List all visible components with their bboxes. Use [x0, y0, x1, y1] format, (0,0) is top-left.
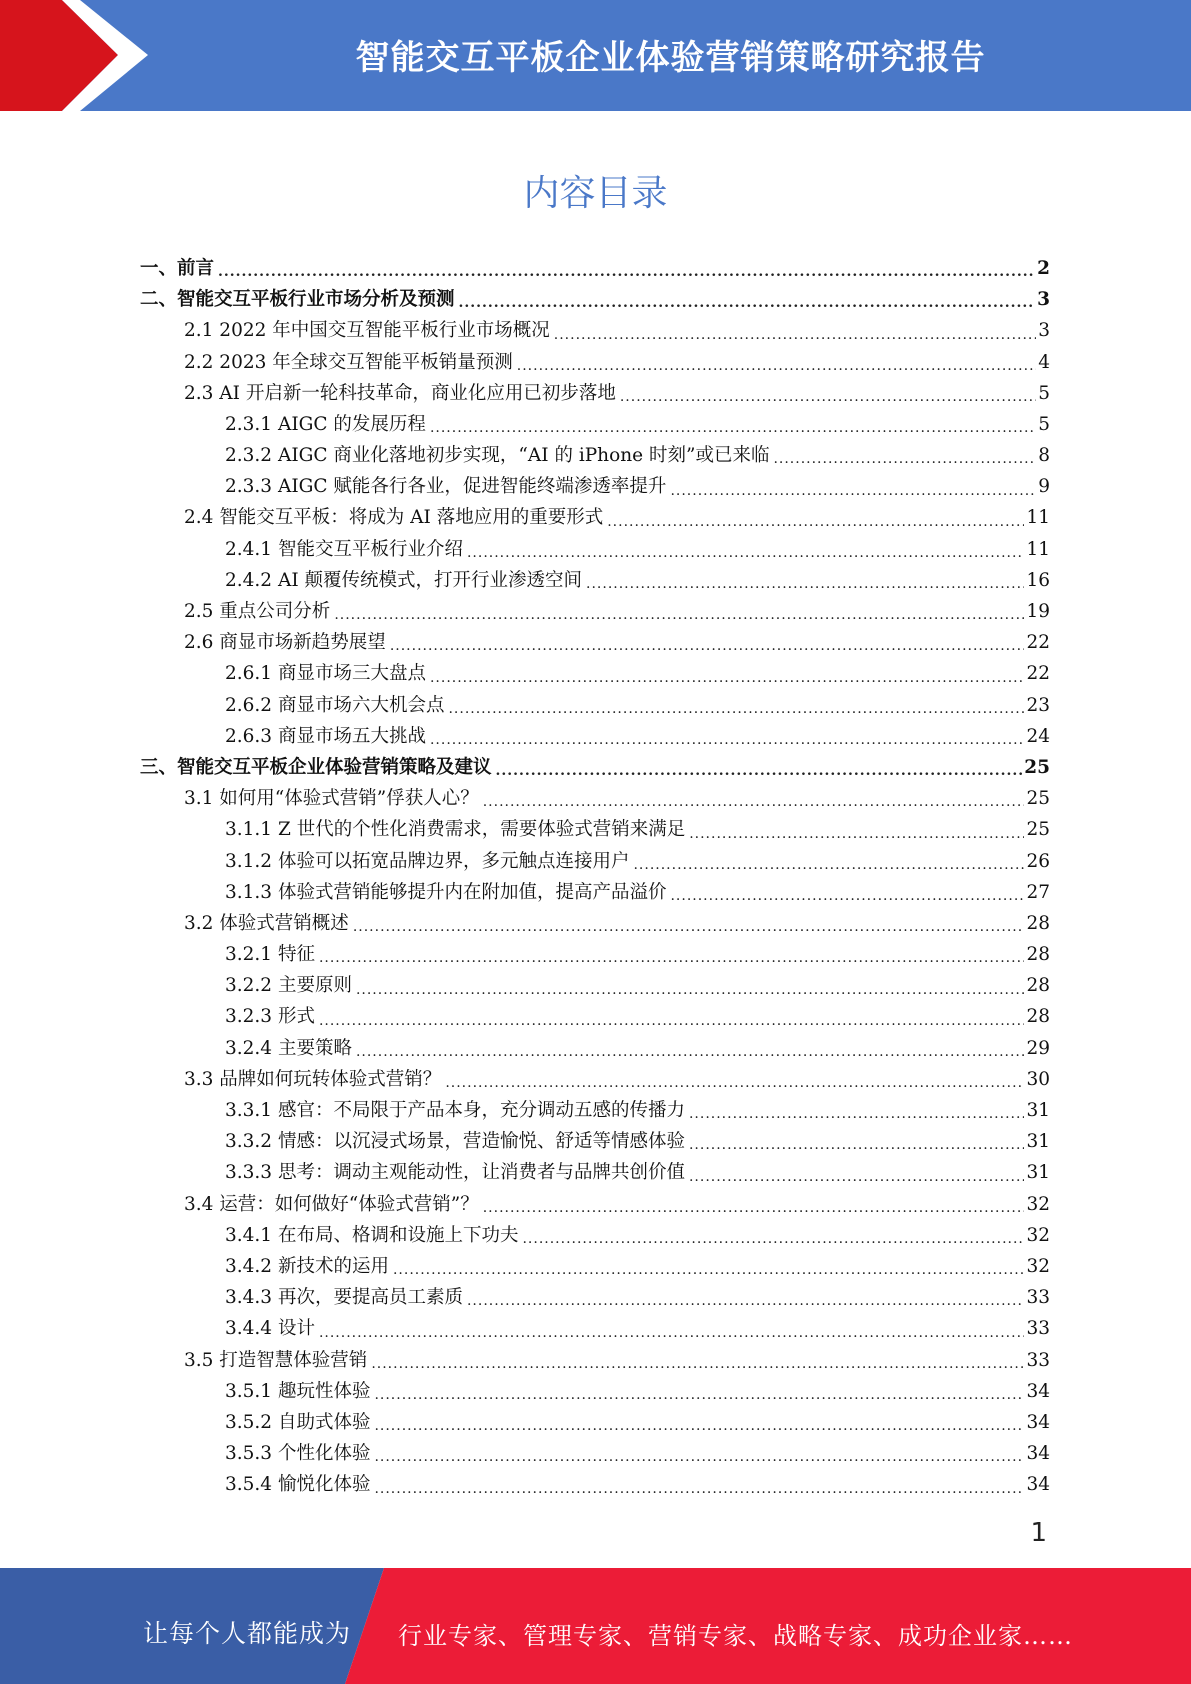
toc-dot-leader [554, 323, 1036, 347]
toc-entry-page: 28 [1026, 944, 1050, 966]
toc-dot-leader [374, 1445, 1024, 1469]
toc-entry-page: 11 [1026, 538, 1050, 560]
toc-dot-leader [496, 759, 1023, 783]
toc-entry[interactable] [140, 1251, 1050, 1282]
toc-entry-label: 3.1.3 体验式营销能够提升内在附加值，提高产品溢价 [225, 881, 667, 903]
toc-entry-page: 27 [1026, 881, 1050, 903]
toc-dot-leader [467, 541, 1024, 565]
toc-dot-leader [430, 416, 1036, 440]
toc-entry-page: 22 [1026, 632, 1050, 654]
toc-entry-page: 11 [1026, 507, 1050, 529]
toc-entry[interactable] [140, 721, 1050, 752]
toc-dot-leader [353, 915, 1025, 939]
toc-entry-page: 33 [1026, 1318, 1050, 1340]
toc-entry[interactable] [140, 1157, 1050, 1188]
toc-dot-leader [430, 666, 1024, 690]
toc-dot-leader [689, 1102, 1024, 1126]
toc-dot-leader [586, 572, 1024, 596]
toc-entry-label: 3.2.3 形式 [225, 1006, 315, 1028]
toc-entry[interactable] [140, 503, 1050, 534]
toc-dot-leader [670, 884, 1024, 908]
toc-entry-page: 32 [1026, 1255, 1050, 1277]
toc-dot-leader [430, 728, 1024, 752]
toc-dot-leader [319, 946, 1025, 970]
toc-entry[interactable] [140, 565, 1050, 596]
toc-entry[interactable] [140, 1002, 1050, 1033]
toc-entry[interactable] [140, 409, 1050, 440]
toc-entry[interactable] [140, 752, 1050, 783]
toc-dot-leader [670, 479, 1036, 503]
toc-entry-label: 2.4.2 AI 颠覆传统模式，打开行业渗透空间 [225, 569, 583, 591]
toc-entry[interactable] [140, 1064, 1050, 1095]
toc-dot-leader [374, 1383, 1024, 1407]
toc-heading: 内容目录 [523, 173, 668, 214]
toc-entry[interactable] [140, 1095, 1050, 1126]
toc-dot-leader [371, 1352, 1024, 1376]
toc-entry-page: 31 [1026, 1131, 1050, 1153]
toc-entry-label: 2.3 AI 开启新一轮科技革命，商业化应用已初步落地 [184, 382, 616, 404]
toc-dot-leader [356, 978, 1025, 1002]
toc-entry-label: 3.2.4 主要策略 [225, 1037, 352, 1059]
toc-entry[interactable] [140, 1407, 1050, 1438]
toc-entry[interactable] [140, 1220, 1050, 1251]
toc-entry[interactable] [140, 1189, 1050, 1220]
toc-entry-label: 3.5 打造智慧体验营销 [184, 1349, 368, 1371]
toc-entry-label: 二、智能交互平板行业市场分析及预测 [140, 289, 455, 311]
toc-entry[interactable] [140, 814, 1050, 845]
toc-entry[interactable] [140, 877, 1050, 908]
toc-dot-leader [517, 354, 1036, 378]
toc-dot-leader [467, 1289, 1024, 1313]
toc-entry-page: 32 [1026, 1224, 1050, 1246]
toc-entry-page: 2 [1037, 257, 1050, 279]
toc-entry-page: 33 [1026, 1287, 1050, 1309]
toc-entry-label: 一、前言 [140, 257, 215, 279]
toc-entry[interactable] [140, 534, 1050, 565]
toc-dot-leader [218, 260, 1035, 284]
footer-band [0, 1568, 1191, 1684]
toc-entry[interactable] [140, 658, 1050, 689]
toc-entry[interactable] [140, 1469, 1050, 1500]
toc-entry-page: 25 [1026, 819, 1050, 841]
toc-entry-label: 3.4.4 设计 [225, 1318, 315, 1340]
toc-entry-page: 4 [1038, 351, 1050, 373]
toc-dot-leader [689, 822, 1024, 846]
toc-entry[interactable] [140, 1033, 1050, 1064]
toc-entry-page: 25 [1024, 756, 1050, 778]
toc-entry-label: 2.2 2023 年全球交互智能平板销量预测 [184, 351, 513, 373]
toc-dot-leader [633, 853, 1024, 877]
toc-dot-leader [448, 697, 1024, 721]
toc-entry[interactable] [140, 846, 1050, 877]
toc-entry[interactable] [140, 1313, 1050, 1344]
page-number: 1 [1030, 1518, 1047, 1548]
toc-entry-label: 2.1 2022 年中国交互智能平板行业市场概况 [184, 320, 550, 342]
toc-dot-leader [334, 603, 1024, 627]
toc-entry[interactable] [140, 627, 1050, 658]
toc-entry-label: 3.3.3 思考：调动主观能动性，让消费者与品牌共创价值 [225, 1162, 685, 1184]
toc-entry-label: 3.1 如何用“体验式营销”俘获人心？ [184, 788, 479, 810]
toc-dot-leader [773, 447, 1036, 471]
toc-dot-leader [445, 1071, 1024, 1095]
toc-dot-leader [522, 1227, 1024, 1251]
toc-entry-label: 3.5.1 趣玩性体验 [225, 1380, 371, 1402]
toc-dot-leader [374, 1414, 1024, 1438]
toc-entry-label: 3.4 运营：如何做好“体验式营销”？ [184, 1193, 479, 1215]
toc-entry-label: 3.4.1 在布局、格调和设施上下功夫 [225, 1224, 519, 1246]
toc-entry-page: 28 [1026, 912, 1050, 934]
toc-entry-label: 3.5.3 个性化体验 [225, 1443, 371, 1465]
toc-entry-label: 2.6.2 商显市场六大机会点 [225, 694, 445, 716]
toc-entry[interactable] [140, 440, 1050, 471]
toc-entry-page: 28 [1026, 975, 1050, 997]
toc-entry[interactable] [140, 284, 1050, 315]
table-of-contents [140, 253, 1050, 1501]
toc-dot-leader [459, 291, 1036, 315]
toc-entry-label: 3.4.2 新技术的运用 [225, 1255, 389, 1277]
toc-entry-label: 3.4.3 再次，要提高员工素质 [225, 1287, 463, 1309]
toc-entry-page: 32 [1026, 1193, 1050, 1215]
toc-entry-page: 25 [1026, 788, 1050, 810]
toc-dot-leader [483, 1196, 1025, 1220]
toc-entry-page: 34 [1026, 1380, 1050, 1402]
toc-entry-page: 31 [1026, 1100, 1050, 1122]
toc-entry[interactable] [140, 253, 1050, 284]
toc-entry-page: 16 [1026, 569, 1050, 591]
toc-dot-leader [689, 1165, 1024, 1189]
toc-entry-label: 3.1.2 体验可以拓宽品牌边界，多元触点连接用户 [225, 850, 630, 872]
toc-entry-label: 三、智能交互平板企业体验营销策略及建议 [140, 756, 492, 778]
footer-slogan-right: 行业专家、管理专家、营销专家、战略专家、成功企业家…… [398, 1622, 1073, 1650]
toc-entry-label: 2.3.2 AIGC 商业化落地初步实现，“AI 的 iPhone 时刻”或已来临 [225, 445, 770, 467]
toc-entry[interactable] [140, 970, 1050, 1001]
toc-entry-label: 3.2.1 特征 [225, 944, 315, 966]
toc-entry-label: 3.2 体验式营销概述 [184, 912, 349, 934]
toc-entry[interactable] [140, 315, 1050, 346]
toc-entry[interactable] [140, 378, 1050, 409]
toc-entry-page: 26 [1026, 850, 1050, 872]
header-band [0, 0, 1191, 111]
toc-entry-page: 34 [1026, 1474, 1050, 1496]
toc-entry[interactable] [140, 1282, 1050, 1313]
toc-dot-leader [689, 1133, 1024, 1157]
toc-dot-leader [356, 1040, 1025, 1064]
toc-entry[interactable] [140, 471, 1050, 502]
toc-entry[interactable] [140, 690, 1050, 721]
toc-entry-label: 2.6 商显市场新趋势展望 [184, 632, 386, 654]
toc-entry-page: 31 [1026, 1162, 1050, 1184]
toc-entry-label: 2.6.1 商显市场三大盘点 [225, 663, 426, 685]
toc-dot-leader [390, 634, 1025, 658]
toc-entry-label: 2.4 智能交互平板：将成为 AI 落地应用的重要形式 [184, 507, 604, 529]
toc-entry-label: 3.3.1 感官：不局限于产品本身，充分调动五感的传播力 [225, 1100, 685, 1122]
toc-entry-page: 3 [1038, 320, 1050, 342]
footer-slogan-left: 让每个人都能成为 [143, 1619, 352, 1648]
toc-entry[interactable] [140, 596, 1050, 627]
toc-entry-page: 29 [1026, 1037, 1050, 1059]
toc-entry-page: 3 [1037, 289, 1050, 311]
toc-entry[interactable] [140, 783, 1050, 814]
toc-entry-page: 28 [1026, 1006, 1050, 1028]
toc-entry-label: 3.5.4 愉悦化体验 [225, 1474, 371, 1496]
toc-entry[interactable] [140, 1345, 1050, 1376]
toc-entry[interactable] [140, 939, 1050, 970]
toc-entry-label: 2.6.3 商显市场五大挑战 [225, 725, 426, 747]
toc-entry-page: 34 [1026, 1443, 1050, 1465]
toc-entry-label: 2.3.1 AIGC 的发展历程 [225, 413, 426, 435]
toc-entry-page: 34 [1026, 1411, 1050, 1433]
toc-entry-label: 3.3.2 情感：以沉浸式场景，营造愉悦、舒适等情感体验 [225, 1131, 685, 1153]
toc-entry-page: 5 [1038, 413, 1050, 435]
toc-entry[interactable] [140, 1126, 1050, 1157]
toc-dot-leader [620, 385, 1036, 409]
toc-entry[interactable] [140, 347, 1050, 378]
toc-entry-label: 3.5.2 自助式体验 [225, 1411, 371, 1433]
toc-entry-label: 3.1.1 Z 世代的个性化消费需求，需要体验式营销来满足 [225, 819, 686, 841]
toc-dot-leader [319, 1321, 1025, 1345]
toc-entry[interactable] [140, 1438, 1050, 1469]
toc-entry-page: 8 [1038, 445, 1050, 467]
toc-entry-label: 3.2.2 主要原则 [225, 975, 352, 997]
toc-entry-page: 9 [1038, 476, 1050, 498]
toc-entry-page: 23 [1026, 694, 1050, 716]
toc-dot-leader [483, 790, 1025, 814]
toc-entry[interactable] [140, 1376, 1050, 1407]
toc-entry-label: 2.4.1 智能交互平板行业介绍 [225, 538, 463, 560]
toc-entry-page: 19 [1026, 601, 1050, 623]
toc-entry[interactable] [140, 908, 1050, 939]
toc-entry-label: 3.3 品牌如何玩转体验式营销？ [184, 1068, 442, 1090]
report-title: 智能交互平板企业体验营销策略研究报告 [355, 38, 986, 78]
toc-entry-label: 2.5 重点公司分析 [184, 601, 331, 623]
toc-entry-page: 24 [1026, 725, 1050, 747]
toc-entry-page: 33 [1026, 1349, 1050, 1371]
toc-dot-leader [374, 1477, 1024, 1501]
toc-entry-label: 2.3.3 AIGC 赋能各行各业，促进智能终端渗透率提升 [225, 476, 667, 498]
toc-dot-leader [393, 1258, 1024, 1282]
toc-entry-page: 22 [1026, 663, 1050, 685]
toc-entry-page: 5 [1038, 382, 1050, 404]
toc-dot-leader [319, 1009, 1025, 1033]
toc-entry-page: 30 [1026, 1068, 1050, 1090]
toc-dot-leader [607, 510, 1024, 534]
